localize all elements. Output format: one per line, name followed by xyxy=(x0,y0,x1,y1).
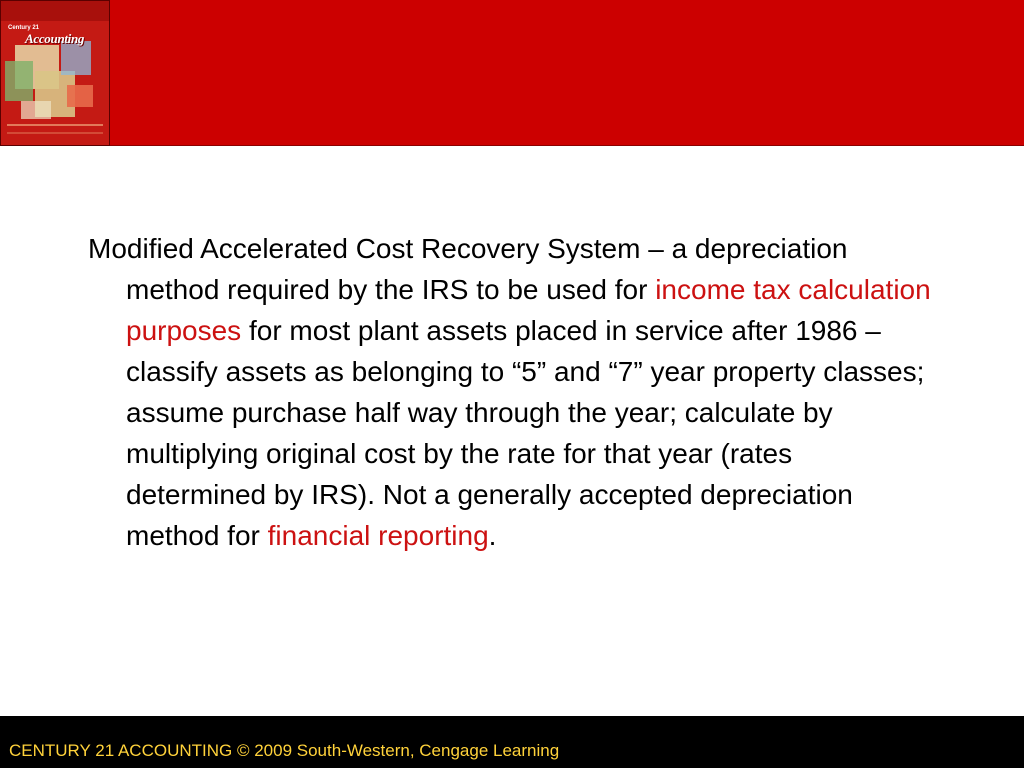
definition-text-3: . xyxy=(488,520,497,551)
definition-text-1: – a depreciation method required by the IRS to be used for xyxy=(126,233,848,305)
highlight-financial-reporting: financial reporting xyxy=(267,520,489,551)
term-text: Modified Accelerated Cost Recovery System xyxy=(88,233,641,264)
highlight-income-tax: income tax calculation purposes xyxy=(126,274,931,346)
textbook-cover-logo xyxy=(0,0,110,146)
definition-paragraph xyxy=(88,228,938,556)
definition-text-2: for most plant assets placed in service after 1986 – classify assets as belonging to “5” and “7” year property classes; assume purchase half way through the year; calculate by multiplying original cost by the rate for that year (rates determined by IRS). Not a generally accepted depreciation method for xyxy=(126,315,925,551)
footer-copyright: CENTURY 21 ACCOUNTING © 2009 South-Western, Cengage Learning xyxy=(9,741,560,760)
cover-artwork xyxy=(1,1,109,145)
cover-title-label: Accounting xyxy=(25,31,85,46)
header-band xyxy=(0,0,1024,146)
slide-content xyxy=(88,228,938,556)
cover-series-label: Century 21 xyxy=(8,25,40,31)
footer-band xyxy=(0,716,1024,768)
